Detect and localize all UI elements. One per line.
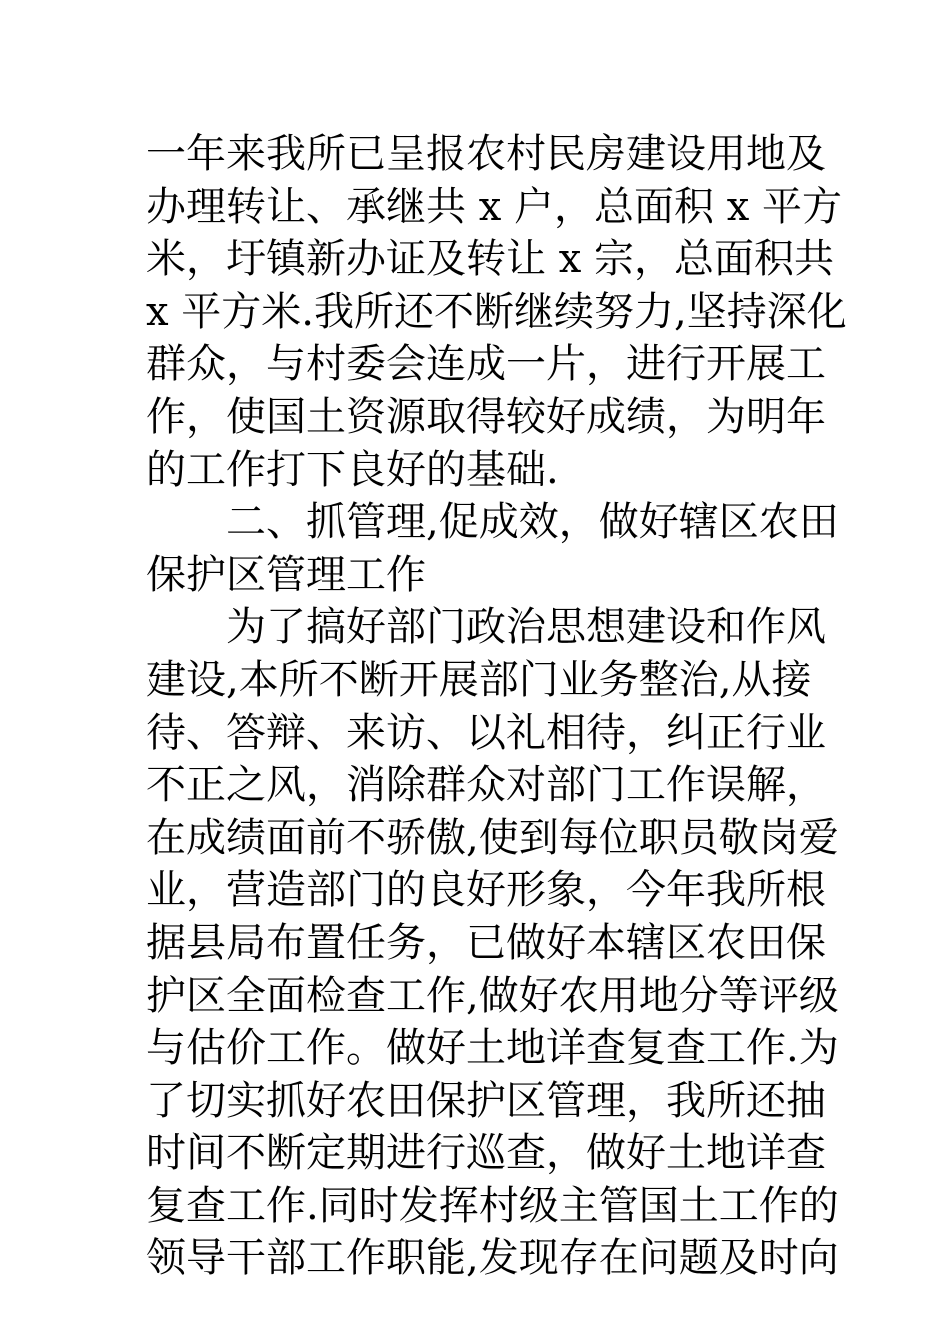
text-line: 领导干部工作职能,发现存在问题及时向 bbox=[146, 1235, 839, 1282]
body-text bbox=[146, 128, 847, 1285]
section-heading: 二、抓管理,促成效，做好辖区农田 bbox=[226, 499, 839, 546]
text-line: 时间不断定期进行巡查，做好土地详查 bbox=[146, 1130, 826, 1177]
text-line: x 平方米.我所还不断继续努力,坚持深化 bbox=[146, 288, 847, 335]
text-line: 护区全面检查工作,做好农用地分等评级 bbox=[146, 972, 839, 1019]
text-line: 作，使国土资源取得较好成绩，为明年 bbox=[146, 393, 826, 440]
text-line: 米，圩镇新办证及转让 x 宗，总面积共 bbox=[146, 236, 834, 283]
text-line: 待、答辩、来访、以礼相待，纠正行业 bbox=[146, 709, 826, 756]
text-line: 一年来我所已呈报农村民房建设用地及 bbox=[146, 131, 826, 177]
paragraph-start: 为了搞好部门政治思想建设和作风 bbox=[226, 604, 826, 651]
section-heading-continued: 保护区管理工作 bbox=[146, 551, 426, 598]
text-line: 业，营造部门的良好形象，今年我所根 bbox=[146, 867, 826, 914]
text-line: 建设,本所不断开展部门业务整治,从接 bbox=[146, 656, 812, 703]
text-line: 办理转让、承继共 x 户，总面积 x 平方 bbox=[146, 183, 842, 230]
text-line: 了切实抓好农田保护区管理，我所还抽 bbox=[146, 1077, 826, 1124]
text-line: 与估价工作。做好土地详查复查工作.为 bbox=[146, 1025, 839, 1072]
text-line: 在成绩面前不骄傲,使到每位职员敬岗爱 bbox=[146, 814, 839, 861]
text-line: 群众，与村委会连成一片，进行开展工 bbox=[146, 341, 826, 388]
text-line: 不正之风，消除群众对部门工作误解， bbox=[146, 762, 826, 809]
text-line: 的工作打下良好的基础. bbox=[146, 446, 559, 493]
text-line: 据县局布置任务，已做好本辖区农田保 bbox=[146, 919, 826, 966]
text-line: 复查工作.同时发挥村级主管国土工作的 bbox=[146, 1182, 839, 1229]
